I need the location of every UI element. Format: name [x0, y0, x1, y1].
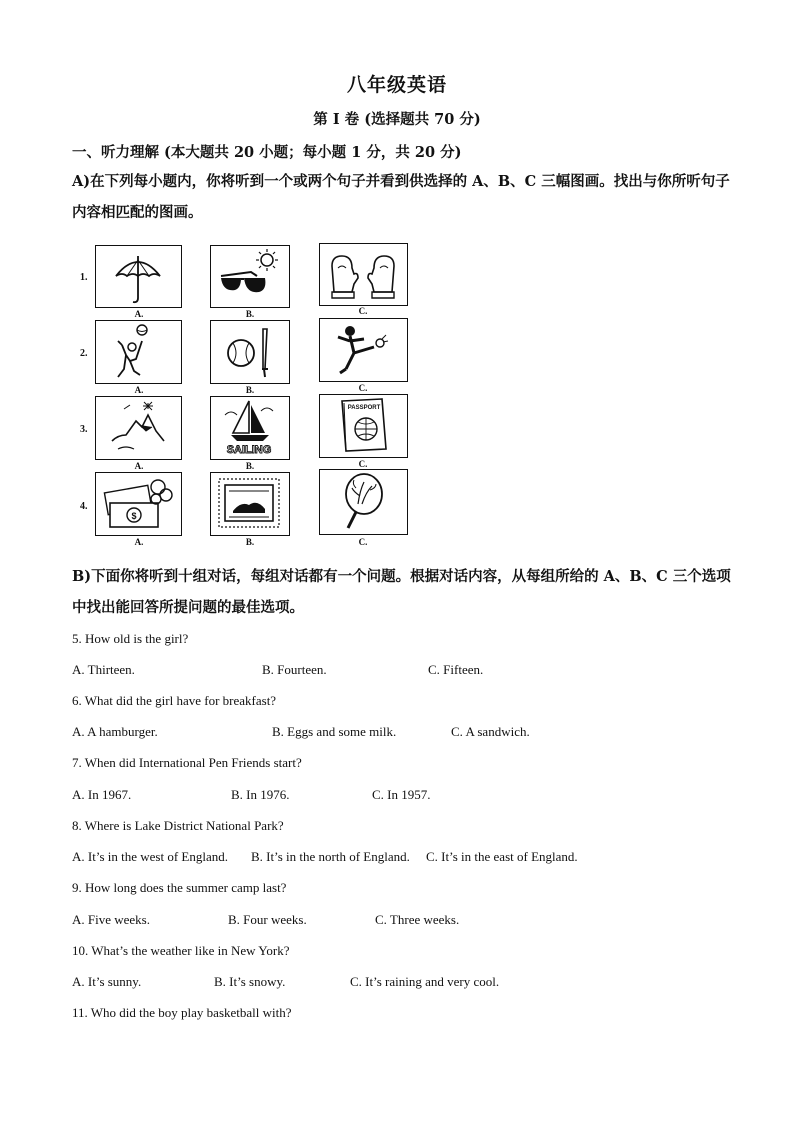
caption-a: A. [134, 537, 144, 547]
caption-b: B. [245, 385, 255, 395]
question-8: 8. Where is Lake District National Park? [72, 818, 284, 833]
option-b: B. Four weeks. [228, 912, 307, 927]
stamp-icon [210, 472, 290, 536]
picture-grid [72, 240, 412, 552]
row-number: 4. [80, 501, 88, 512]
caption-b: B. [245, 537, 255, 547]
sailing-boat-icon [210, 396, 290, 460]
caption-c: C. [358, 383, 368, 393]
caption-a: A. [134, 461, 144, 471]
option-a: A. It’s sunny. [72, 974, 142, 989]
paper-subtitle: 第 I 卷 (选择题共 70 分) [313, 111, 481, 128]
option-b: B. It’s snowy. [214, 974, 286, 989]
umbrella-icon [95, 245, 182, 308]
caption-c: C. [358, 306, 368, 316]
option-c: C. In 1957. [372, 787, 431, 802]
option-b: B. In 1976. [231, 787, 290, 802]
question-5: 5. How old is the girl? [72, 631, 189, 646]
row-number: 2. [80, 348, 88, 359]
option-a: A. Five weeks. [72, 912, 150, 927]
option-c: C. Three weeks. [375, 912, 460, 927]
option-b: B. It’s in the north of England. [251, 849, 410, 864]
option-a: A. In 1967. [72, 787, 132, 802]
option-a: A. Thirteen. [72, 662, 135, 677]
option-c: C. Fifteen. [428, 662, 484, 677]
part-b-instruction: B)下面你将听到十组对话，每组对话都有一个问题。根据对话内容，从每组所给的 A、B、C 三个选项中找出能回答所提问题的最佳选项。 [72, 568, 731, 616]
caption-a: A. [134, 309, 144, 319]
svg-text:$: $ [131, 511, 137, 521]
option-c: C. A sandwich. [451, 724, 530, 739]
caption-b: B. [245, 461, 255, 471]
row-number: 3. [80, 424, 88, 435]
row-number: 1. [80, 272, 88, 283]
passport-icon [319, 394, 408, 458]
option-c: C. It’s in the east of England. [426, 849, 578, 864]
question-9: 9. How long does the summer camp last? [72, 880, 287, 895]
caption-a: A. [134, 385, 144, 395]
caption-b: B. [245, 309, 255, 319]
option-a: A. It’s in the west of England. [72, 849, 228, 864]
money-coins-icon [95, 472, 182, 536]
option-a: A. A hamburger. [72, 724, 158, 739]
option-b: B. Eggs and some milk. [272, 724, 397, 739]
option-c: C. It’s raining and very cool. [350, 974, 500, 989]
question-11: 11. Who did the boy play basketball with? [72, 1005, 292, 1020]
question-10: 10. What’s the weather like in New York? [72, 943, 290, 958]
sunglasses-sun-icon [210, 245, 290, 308]
caption-c: C. [358, 537, 368, 547]
sailing-label: SAILING [226, 444, 272, 456]
question-7: 7. When did International Pen Friends start? [72, 755, 302, 770]
question-6: 6. What did the girl have for breakfast? [72, 693, 277, 708]
part-a-instruction: A)在下列每小题内，你将听到一个或两个句子并看到供选择的 A、B、C 三幅图画。找出与你所听句子内容相匹配的图画。 [72, 173, 730, 221]
soccer-player-icon [319, 318, 408, 382]
page-title: 八年级英语 [346, 74, 447, 96]
mountain-icon [95, 396, 182, 460]
caption-c: C. [358, 459, 368, 469]
mittens-icon [319, 243, 408, 306]
fan-icon [319, 469, 408, 535]
passport-label: PASSPORT [347, 405, 381, 411]
section-heading: 一、听力理解 (本大题共 20 小题；每小题 1 分，共 20 分) [72, 144, 462, 161]
baseball-bat-icon [210, 320, 290, 384]
volleyball-player-icon [95, 320, 182, 384]
option-b: B. Fourteen. [262, 662, 327, 677]
